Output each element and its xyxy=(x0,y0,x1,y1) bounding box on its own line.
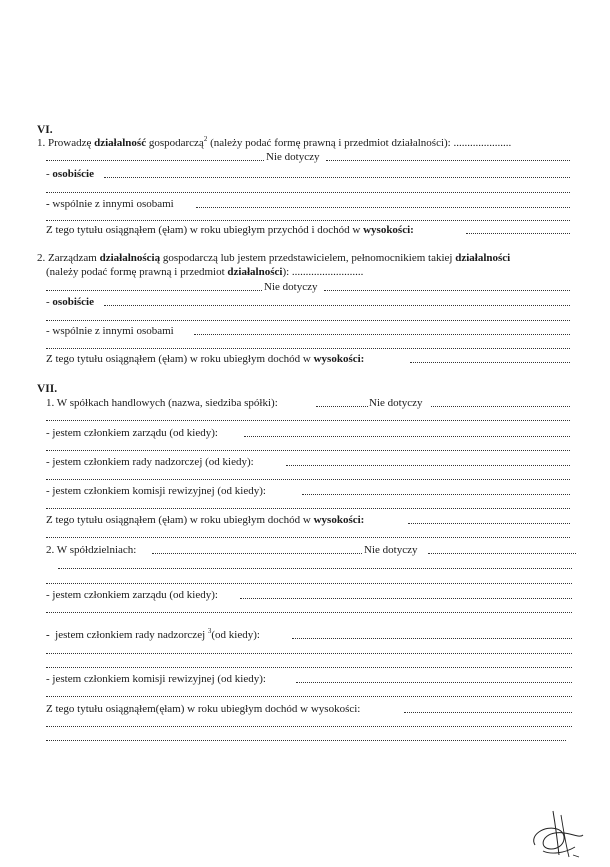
vi-income-2-text: Z tego tytułu osiągnąłem (ęłam) w roku ubiegłym dochód w xyxy=(46,353,314,365)
vii-zarzad-label-2: - jestem członkiem zarządu (od kiedy): xyxy=(46,589,218,601)
vi-item1-text-2: gospodarczą xyxy=(146,137,204,149)
dotted-line xyxy=(326,160,570,161)
vi-income-2 xyxy=(46,353,364,366)
dotted-line xyxy=(46,612,572,613)
vi-osobiscie-text: osobiście xyxy=(52,168,94,180)
vi-osobiscie-text-2: osobiście xyxy=(52,296,94,308)
footnote-3: 3 xyxy=(207,627,212,635)
vi-item2-text: 2. Zarządzam xyxy=(37,252,100,264)
vi-item2-line-2 xyxy=(46,266,363,279)
dotted-line xyxy=(410,362,570,363)
dotted-line xyxy=(296,682,572,683)
dotted-line xyxy=(46,508,570,509)
vi-item1-line xyxy=(37,137,511,150)
vi-item2-line xyxy=(37,252,510,265)
dotted-line xyxy=(286,465,570,466)
dotted-line xyxy=(58,568,572,569)
dotted-line xyxy=(240,598,572,599)
dotted-line xyxy=(292,638,572,639)
dotted-line xyxy=(46,653,572,654)
section-vii-heading: VII. xyxy=(37,383,58,395)
vi-item1-bold: działalność xyxy=(94,137,147,149)
vi-item2-bold-3: działalności xyxy=(227,266,283,278)
dotted-line xyxy=(244,436,570,437)
vii-item2-nie-dotyczy: Nie dotyczy xyxy=(364,544,418,556)
vi-item2-bold: działalnością xyxy=(99,252,161,264)
dotted-line xyxy=(46,726,572,727)
vi-item2-text-3: (należy podać formę prawną i przedmiot xyxy=(46,266,228,278)
dotted-line xyxy=(104,305,570,306)
vii-rada-text-2: jestem członkiem rady nadzorczej xyxy=(55,629,208,641)
vi-income-1-bold: wysokości: xyxy=(363,224,414,236)
vi-income-1-text: Z tego tytułu osiągnąłem (ęłam) w roku ubiegłym przychód i dochód w xyxy=(46,224,364,236)
dotted-line xyxy=(46,696,572,697)
dotted-line xyxy=(428,553,576,554)
vii-rada-text-3: (od kiedy): xyxy=(211,629,260,641)
vi-item2-nie-dotyczy: Nie dotyczy xyxy=(264,281,318,293)
footnote-2: 2 xyxy=(203,135,208,143)
vii-income-1-bold: wysokości: xyxy=(313,514,365,526)
vii-rada-label: - jestem członkiem rady nadzorczej (od kiedy): xyxy=(46,456,254,468)
dotted-line xyxy=(46,479,570,480)
vii-komisja-label: - jestem członkiem komisji rewizyjnej (od kiedy): xyxy=(46,485,266,497)
dotted-line xyxy=(302,494,570,495)
vi-osobiscie-label-2: - osobiście xyxy=(46,296,94,308)
vi-wspolnie-label-2: - wspólnie z innymi osobami xyxy=(46,325,174,337)
vi-item1-text-3: (należy podać formę prawną i przedmiot działalności): ..................... xyxy=(207,137,512,149)
vi-income-1 xyxy=(46,224,414,237)
vii-item2-text: 2. W spółdzielniach: xyxy=(46,544,137,556)
vi-item2-bold-2: działalności xyxy=(455,252,511,264)
vii-item1-nie-dotyczy: Nie dotyczy xyxy=(369,397,423,409)
dotted-line xyxy=(46,290,262,291)
dotted-line xyxy=(46,220,570,221)
dotted-line xyxy=(408,523,570,524)
vii-income-1-text: Z tego tytułu osiągnąłem (ęłam) w roku ubiegłym dochód w xyxy=(46,514,314,526)
vi-osobiscie-label: - osobiście xyxy=(46,168,94,180)
dotted-line xyxy=(46,348,570,349)
dotted-line xyxy=(324,290,570,291)
dotted-line xyxy=(46,420,570,421)
vi-wspolnie-text: wspólnie z innymi osobami xyxy=(52,198,174,210)
dotted-line xyxy=(46,160,264,161)
dotted-line xyxy=(46,320,570,321)
vi-item2-text-2: gospodarczą lub jestem przedstawicielem, pełnomocnikiem takiej xyxy=(160,252,456,264)
dotted-line xyxy=(152,553,362,554)
vi-item1-nie-dotyczy: Nie dotyczy xyxy=(266,151,320,163)
vi-income-2-bold: wysokości: xyxy=(313,353,365,365)
dotted-line xyxy=(404,712,572,713)
vii-income-2: Z tego tytułu osiągnąłem(ęłam) w roku ubiegłym dochód w wysokości: xyxy=(46,703,361,715)
dotted-line xyxy=(194,334,570,335)
dotted-line xyxy=(316,406,368,407)
dotted-line xyxy=(466,233,570,234)
signature-initials xyxy=(525,805,587,860)
vii-komisja-label-2: - jestem członkiem komisji rewizyjnej (od kiedy): xyxy=(46,673,266,685)
vii-item1-text: 1. W spółkach handlowych (nazwa, siedziba spółki): xyxy=(46,397,278,409)
section-vi-heading: VI. xyxy=(37,124,53,136)
vii-zarzad-label: - jestem członkiem zarządu (od kiedy): xyxy=(46,427,218,439)
dotted-line xyxy=(46,537,570,538)
dotted-line xyxy=(46,740,566,741)
vii-rada-label-2: - jestem członkiem rady nadzorczej $^3$(od kiedy): xyxy=(46,627,260,641)
vi-wspolnie-label: - wspólnie z innymi osobami xyxy=(46,198,174,210)
dotted-line xyxy=(46,583,572,584)
dotted-line xyxy=(104,177,570,178)
vi-item1-text: 1. Prowadzę xyxy=(37,137,95,149)
dotted-line xyxy=(431,406,570,407)
dotted-line xyxy=(196,207,570,208)
dotted-line xyxy=(46,450,570,451)
vi-item2-text-4: ): .......................... xyxy=(282,266,364,278)
vii-income-1 xyxy=(46,514,364,527)
dotted-line xyxy=(46,667,572,668)
dotted-line xyxy=(46,192,570,193)
vi-wspolnie-text-2: wspólnie z innymi osobami xyxy=(52,325,174,337)
